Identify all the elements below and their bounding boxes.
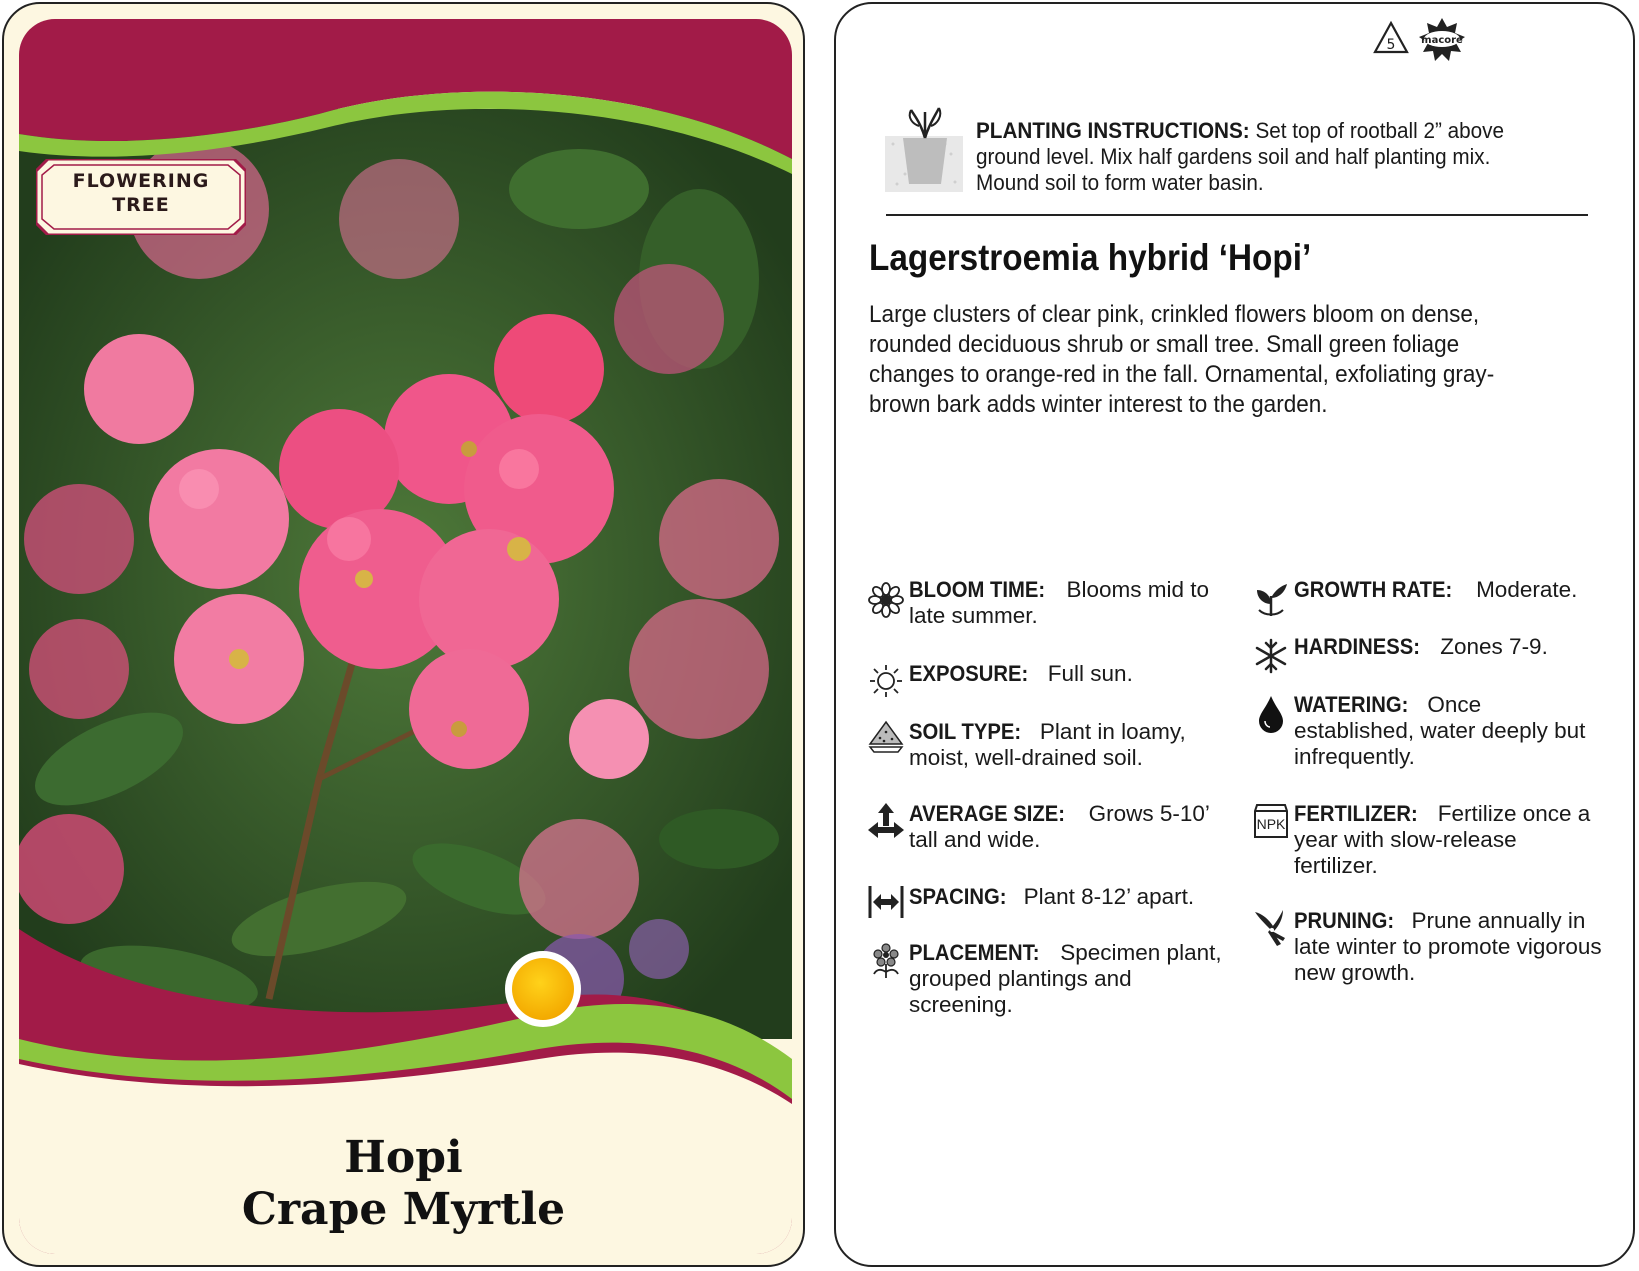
planting-pot-icon: [885, 104, 965, 194]
attr-watering: [1294, 692, 1604, 770]
attr-text: Plant 8-12’ apart.: [1017, 884, 1195, 909]
sprout-icon: [1253, 580, 1289, 618]
attr-spacing: [909, 884, 1229, 910]
recycle-number: 5: [1386, 37, 1396, 53]
attr-label: BLOOM TIME:: [909, 577, 1046, 602]
npk-label: NPK: [1256, 816, 1286, 832]
attr-fertilizer: [1294, 801, 1604, 879]
attr-average-size: [909, 801, 1229, 853]
attr-label: FERTILIZER:: [1294, 801, 1418, 826]
attr-label: SOIL TYPE:: [909, 719, 1022, 744]
attr-label: EXPOSURE:: [909, 661, 1029, 686]
attr-text: Zones 7-9.: [1434, 634, 1548, 659]
flower-icon: [868, 582, 904, 618]
attr-label: GROWTH RATE:: [1294, 577, 1453, 602]
recycle-5-icon: [1372, 20, 1410, 58]
spacing-arrows-icon: [868, 884, 904, 920]
attr-hardiness: [1294, 634, 1604, 660]
full-sun-icon: [505, 951, 581, 1027]
attr-text: Fertilize once a year with slow-release fertilizer.: [1294, 801, 1591, 878]
sun-icon: [869, 664, 903, 698]
attr-text: Specimen plant, grouped plantings and screening.: [909, 940, 1222, 1017]
attr-bloom-time: [909, 577, 1229, 629]
attr-label: PRUNING:: [1294, 908, 1395, 933]
planting-label: PLANTING INSTRUCTIONS:: [976, 118, 1250, 143]
macore-logo: [1417, 17, 1467, 63]
plant-tag-front: [2, 2, 805, 1267]
attr-exposure: [909, 661, 1229, 687]
plant-description: Large clusters of clear pink, crinkled flowers bloom on dense, rounded deciduous shrub or small tree. Small green foliage changes to orange-red in the fall. Ornamental, exfoliating gray-brown bark adds winter interest to the garden.: [869, 301, 1495, 418]
attr-text: Once established, water deeply but infrequently.: [1294, 692, 1586, 769]
badge-line-2: TREE: [112, 194, 170, 216]
attr-growth-rate: [1294, 577, 1604, 603]
planting-text: Set top of rootball 2” above ground level. Mix half gardens soil and half planting mix. Mound soil to form water basin.: [976, 118, 1505, 195]
npk-fertilizer-icon: [1253, 803, 1289, 839]
attr-label: AVERAGE SIZE:: [909, 801, 1066, 826]
attr-text: Plant in loamy, moist, well-drained soil.: [909, 719, 1186, 770]
size-arrows-icon: [867, 802, 905, 840]
attr-text: Full sun.: [1041, 661, 1133, 686]
snowflake-icon: [1253, 638, 1289, 674]
common-name-line-2: Crape Myrtle: [241, 1184, 566, 1235]
attr-text: Grows 5-10’ tall and wide.: [909, 801, 1210, 852]
macore-text: macore: [1421, 35, 1463, 46]
section-divider: [886, 214, 1588, 216]
attr-text: Prune annually in late winter to promote vigorous new growth.: [1294, 908, 1602, 985]
category-badge: [36, 159, 246, 235]
pruners-icon: [1253, 908, 1289, 948]
attr-text: Blooms mid to late summer.: [909, 577, 1210, 628]
attr-label: PLACEMENT:: [909, 940, 1040, 965]
placement-icon: [868, 942, 904, 980]
attr-placement: [909, 940, 1229, 1018]
flower-photo: [19, 109, 792, 1039]
attr-label: WATERING:: [1294, 692, 1409, 717]
attr-pruning: [1294, 908, 1604, 986]
soil-icon: [868, 720, 904, 756]
attr-label: HARDINESS:: [1294, 634, 1421, 659]
badge-line-1: FLOWERING: [72, 170, 210, 192]
attr-soil-type: [909, 719, 1229, 771]
planting-instructions: [976, 118, 1528, 196]
botanical-name: Lagerstroemia hybrid ‘Hopi’: [869, 237, 1312, 278]
attr-label: SPACING:: [909, 884, 1007, 909]
common-name-line-1: Hopi: [344, 1132, 463, 1183]
water-drop-icon: [1256, 694, 1286, 734]
attr-text: Moderate.: [1469, 577, 1578, 602]
